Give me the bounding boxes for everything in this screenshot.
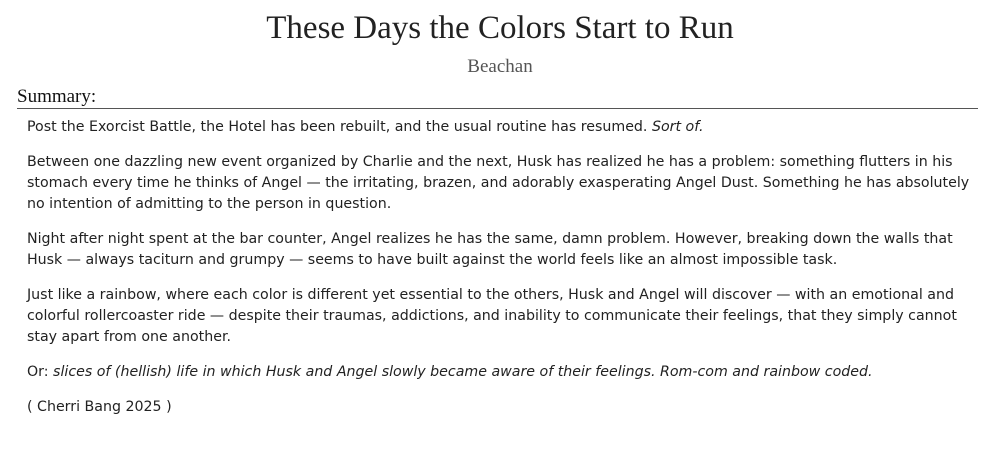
summary-paragraph-1-text: Post the Exorcist Battle, the Hotel has been rebuilt, and the usual routine has resumed. [27, 119, 652, 135]
summary-paragraph-3: Night after night spent at the bar counter, Angel realizes he has the same, damn problem. However, breaking down the walls that Husk — always taciturn and grumpy — seems to have built against the world feels like an almost impossible task. [27, 231, 953, 268]
summary-paragraph-5 [27, 362, 970, 383]
work-author[interactable]: Beachan [467, 56, 533, 77]
summary-paragraph-1 [27, 117, 970, 138]
summary-paragraph-5-prefix: Or: [27, 364, 54, 380]
summary-body [27, 117, 970, 418]
summary-paragraph-1-emphasis: Sort of. [651, 119, 704, 135]
summary-paragraph-2: Between one dazzling new event organized by Charlie and the next, Husk has realized he has a problem: something flutters in his stomach every time he thinks of Angel — the irritating, brazen, and adorably exasperating Angel Dust. Something he has absolutely no intention of admitting to the person in question. [27, 154, 970, 212]
summary-heading: Summary: [17, 86, 978, 109]
summary-paragraph-5-emphasis: slices of (hellish) life in which Husk and Angel slowly became aware of their feelings. Rom-com and rainbow coded. [53, 364, 873, 380]
work-title: These Days the Colors Start to Run [266, 10, 734, 46]
summary-paragraph-6: ( Cherri Bang 2025 ) [27, 399, 172, 415]
summary-paragraph-4: Just like a rainbow, where each color is different yet essential to the others, Husk and Angel will discover — with an emotional and colorful rollercoaster ride — despite their traumas, addictions, and inability to communicate their feelings, that they simply cannot stay apart from one another. [27, 287, 957, 345]
